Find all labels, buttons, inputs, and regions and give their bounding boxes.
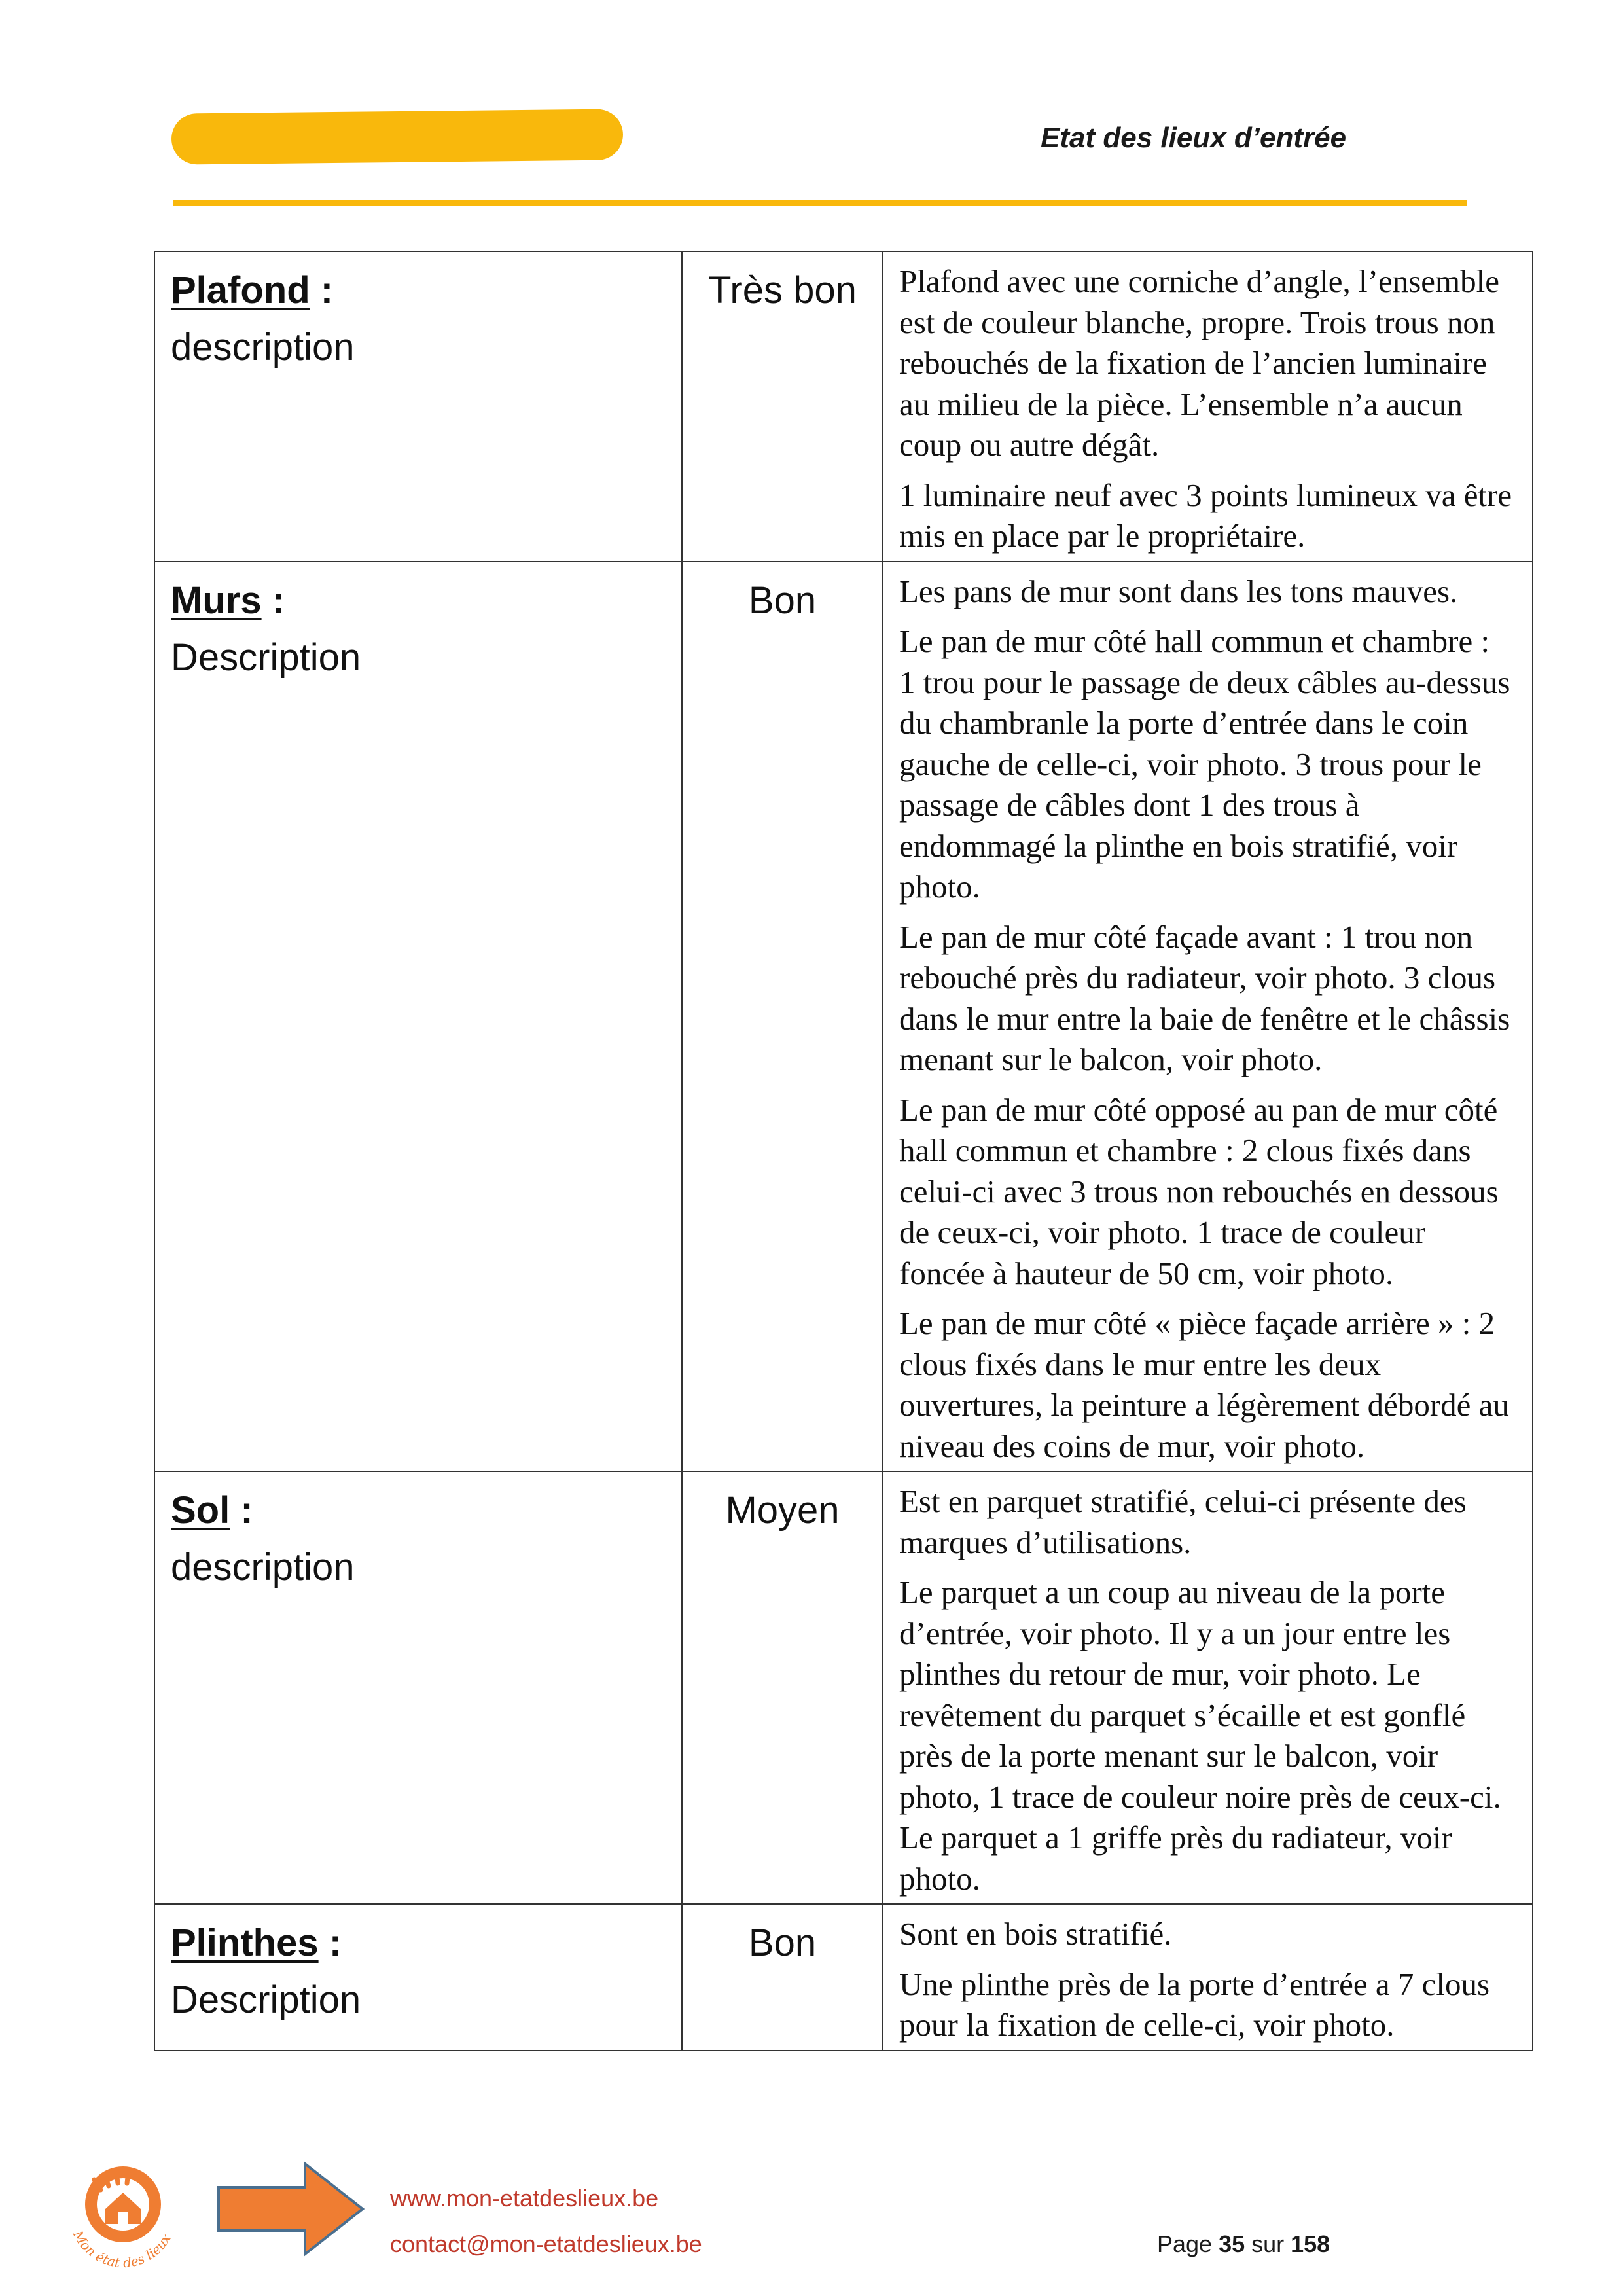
company-logo: [58, 2153, 188, 2284]
current-page: 35: [1219, 2231, 1245, 2257]
element-cell: [154, 251, 682, 562]
element-label: Description: [171, 636, 361, 679]
element-label: Description: [171, 1979, 361, 2022]
remark-paragraph: Le pan de mur côté « pièce façade arrière » : 2 clous fixés dans le mur entre les deux ouvertures, la peinture a légèrement débordé au niveau des coins de mur, voir photo.: [899, 1305, 1509, 1464]
condition-value: Très bon: [708, 269, 857, 312]
remarks-cell: [883, 251, 1533, 562]
element-cell: [154, 1904, 682, 2051]
remark-paragraph: Une plinthe près de la porte d’entrée a 7 clous pour la fixation de celle-ci, voir photo.: [899, 1965, 1490, 2043]
state-cell: [682, 251, 883, 562]
remark-paragraph: Le parquet a un coup au niveau de la porte d’entrée, voir photo. Il y a un jour entre les plinthes du retour de mur, voir photo. Le revêtement du parquet s’écaille et est gonflé près de la porte menant sur le balcon, voir photo, 1 trace de couleur noire près de ceux-ci. Le parquet a 1 griffe près du radiateur, voir photo.: [899, 1574, 1501, 1897]
element-cell: [154, 562, 682, 1472]
table-row: [154, 1471, 1533, 1904]
element-cell: [154, 1471, 682, 1904]
element-name: Sol :: [171, 1489, 253, 1532]
total-pages: 158: [1291, 2231, 1330, 2257]
remarks-cell: [883, 562, 1533, 1472]
remark-paragraph: Est en parquet stratifié, celui-ci présente des marques d’utilisations.: [899, 1483, 1467, 1560]
condition-value: Moyen: [725, 1489, 840, 1532]
remark-paragraph: Le pan de mur côté hall commun et chambre : 1 trou pour le passage de deux câbles au-dessus du chambranle la porte d’entrée dans le coin gauche de celle-ci, voir photo. 3 trous pour le passage de câbles dont 1 des trous à endommagé la plinthe en bois stratifié, voir photo.: [899, 623, 1510, 905]
condition-value: Bon: [748, 1922, 817, 1964]
document-title: Etat des lieux d’entrée: [1041, 122, 1347, 154]
page-number: Page 35 sur 158: [1157, 2231, 1330, 2257]
redaction-mark: [171, 109, 624, 164]
element-name: Murs :: [171, 579, 285, 622]
remark-paragraph: Le pan de mur côté façade avant : 1 trou non rebouché près du radiateur, voir photo. 3 clous dans le mur entre la baie de fenêtre et le châssis menant sur le balcon, voir photo.: [899, 918, 1510, 1077]
remark-paragraph: 1 luminaire neuf avec 3 points lumineux va être mis en place par le propriétaire.: [899, 476, 1512, 554]
remark-paragraph: Sont en bois stratifié.: [899, 1916, 1172, 1952]
remark-paragraph: Les pans de mur sont dans les tons mauves.: [899, 573, 1458, 609]
remark-paragraph: Plafond avec une corniche d’angle, l’ensemble est de couleur blanche, propre. Trois trous non rebouchés de la fixation de l’ancien luminaire au milieu de la pièce. L’ensemble n’a aucun coup ou autre dégât.: [899, 263, 1500, 463]
header-divider: [173, 200, 1467, 206]
table-row: [154, 1904, 1533, 2051]
remark-paragraph: Le pan de mur côté opposé au pan de mur côté hall commun et chambre : 2 clous fixés dans celui-ci avec 3 trous non rebouchés en dessous de ceux-ci, voir photo. 1 trace de couleur foncée à hauteur de 50 cm, voir photo.: [899, 1091, 1499, 1291]
next-arrow-icon: [216, 2160, 366, 2258]
element-name: Plinthes :: [171, 1922, 342, 1964]
email-link[interactable]: contact@mon-etatdeslieux.be: [390, 2231, 702, 2257]
element-name: Plafond :: [171, 269, 334, 312]
remarks-cell: [883, 1471, 1533, 1904]
condition-value: Bon: [748, 579, 817, 622]
state-cell: [682, 1471, 883, 1904]
remarks-cell: [883, 1904, 1533, 2051]
element-label: description: [171, 1546, 355, 1589]
logo-text: Mon état des lieux: [69, 2227, 174, 2271]
element-label: description: [171, 326, 355, 369]
table-row: [154, 251, 1533, 562]
website-link[interactable]: www.mon-etatdeslieux.be: [390, 2185, 659, 2212]
inventory-table: [154, 251, 1533, 2051]
table-row: [154, 562, 1533, 1472]
state-cell: [682, 1904, 883, 2051]
state-cell: [682, 562, 883, 1472]
